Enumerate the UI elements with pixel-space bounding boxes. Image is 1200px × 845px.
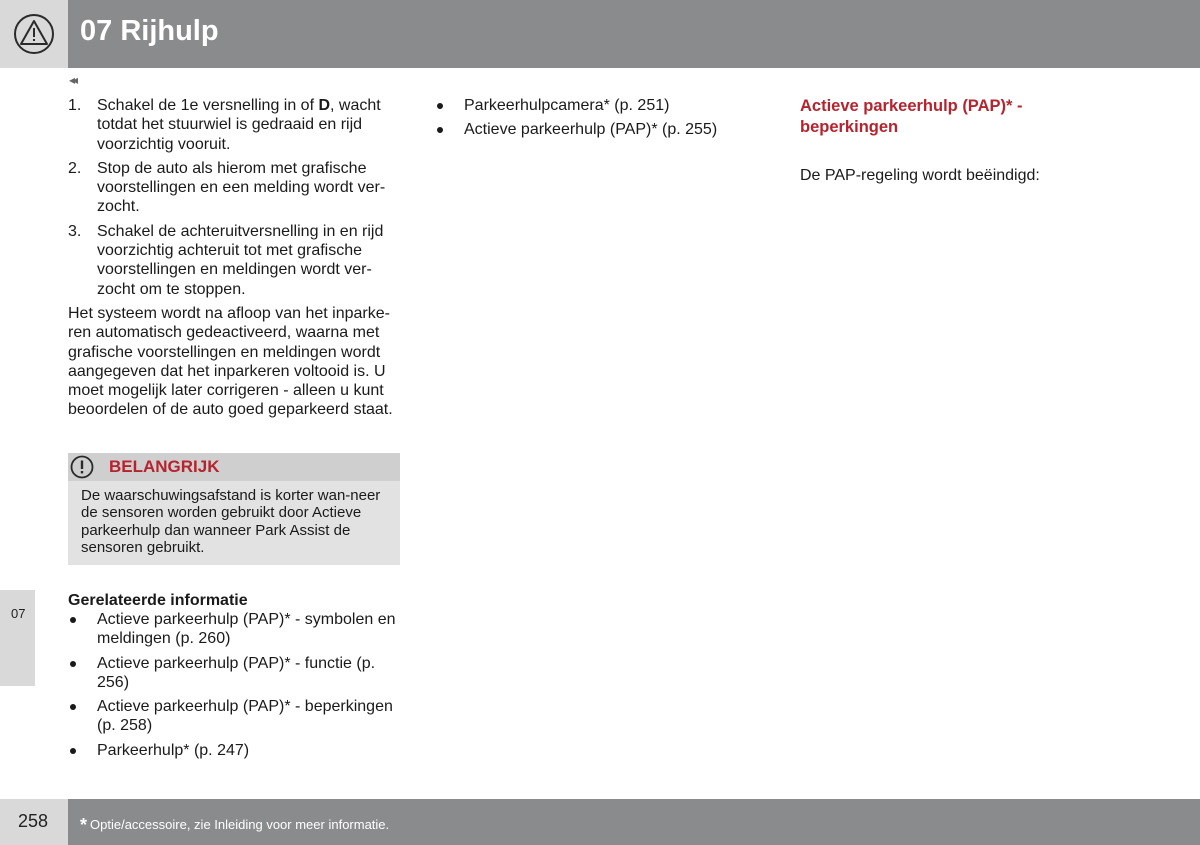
important-box [68,453,400,565]
page-number-box [0,799,68,845]
related-link[interactable]: Actieve parkeerhulp (PAP)* - functie (p. 256) [68,654,403,693]
step-number: 1. [68,97,82,114]
step-text-after: , wacht totdat het stuurwiel is gedraaid en rijd voorzichtig vooruit. [97,97,381,153]
footnote [80,813,389,834]
section-title: Actieve parkeerhulp (PAP)* - beperkingen [800,97,1023,136]
chapter-tab-label: 07 [11,606,26,621]
step-text-bold: D [318,97,331,114]
step-item [68,222,403,299]
important-box-header [68,453,400,481]
step-number: 2. [68,159,82,177]
related-link[interactable]: Actieve parkeerhulp (PAP)* - symbolen en meldingen (p. 260) [68,610,403,649]
related-link[interactable]: Parkeerhulp* (p. 247) [68,741,403,760]
column-left [68,96,403,420]
chapter-tab[interactable] [0,590,35,686]
column-middle [435,96,755,145]
page-title: 07 Rijhulp [80,15,219,47]
exclamation-icon [68,453,96,481]
related-link[interactable]: Actieve parkeerhulp (PAP)* (p. 255) [435,120,755,139]
header-icon-box [0,0,68,68]
page-header [0,0,1200,68]
related-info [68,591,403,765]
step-number: 3. [68,222,82,240]
middle-list [435,96,755,140]
step-item [68,159,403,217]
body-paragraph: Het systeem wordt na afloop van het inparke-ren automatisch gedeactiveerd, waarna met grafische voorstellingen en meldingen wordt aangegeven dat het inparkeren voltooid is. U moet mogelijk later corrigeren - alleen u kunt beoordelen of de auto goed geparkeerd staat. [68,304,393,419]
footnote-text: Optie/accessoire, zie Inleiding voor meer informatie. [90,817,390,832]
step-text: Schakel de achteruitversnelling in en rijd voorzichtig achteruit tot met grafische voorstellingen en meldingen wordt ver-zocht om te stoppen. [97,222,384,298]
warning-triangle-icon [13,13,55,55]
footnote-star: * [80,815,88,835]
page-footer [0,799,1200,845]
important-text: De waarschuwingsafstand is korter wan-neer de sensoren worden gebruikt door Actieve parkeerhulp dan wanneer Park Assist de sensoren gebruikt. [81,487,381,556]
back-arrows-icon[interactable]: ◂◂ [69,73,76,87]
related-link[interactable]: Actieve parkeerhulp (PAP)* - beperkingen (p. 258) [68,697,403,736]
step-text-before: Schakel de 1e versnelling in of [97,97,319,114]
section-body: De PAP-regeling wordt beëindigd: [800,167,1040,184]
step-item [68,96,403,154]
related-title: Gerelateerde informatie [68,592,248,609]
related-list [68,610,403,760]
steps-list [68,96,403,299]
related-link[interactable]: Parkeerhulpcamera* (p. 251) [435,96,755,115]
column-right [800,96,1100,185]
important-title: BELANGRIJK [109,457,220,476]
page-number: 258 [18,811,49,831]
step-text: Stop de auto als hierom met grafische voorstellingen en een melding wordt ver-zocht. [97,159,386,216]
